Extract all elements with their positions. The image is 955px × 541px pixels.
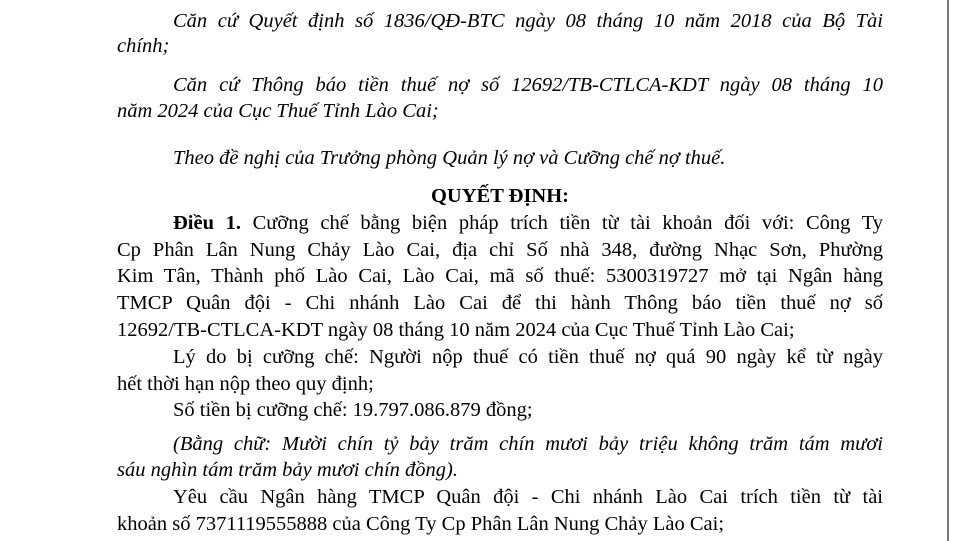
article-1-line-4: TMCP Quân đội - Chi nhánh Lào Cai để thi hành Thông báo tiền thuế nợ số bbox=[117, 292, 883, 314]
article-1-label: Điều 1. bbox=[173, 212, 241, 234]
basis-decision-line-1: Căn cứ Quyết định số 1836/QĐ-BTC ngày 08 tháng 10 năm 2018 của Bộ Tài bbox=[173, 10, 883, 32]
basis-notice-line-1: Căn cứ Thông báo tiền thuế nợ số 12692/TB-CTLCA-KDT ngày 08 tháng 10 bbox=[173, 74, 883, 96]
reason-line-1: Lý do bị cưỡng chế: Người nộp thuế có tiền thuế nợ quá 90 ngày kể từ ngày bbox=[173, 346, 883, 368]
amount-in-words-line-2: sáu nghìn tám trăm bảy mươi chín đồng). bbox=[117, 459, 458, 481]
amount-line: Số tiền bị cưỡng chế: 19.797.086.879 đồng; bbox=[173, 399, 533, 421]
reason-line-2: hết thời hạn nộp theo quy định; bbox=[117, 373, 374, 395]
article-1-line-1 bbox=[173, 211, 883, 235]
article-1-line-2: Cp Phân Lân Nung Chảy Lào Cai, địa chỉ Số nhà 348, đường Nhạc Sơn, Phường bbox=[117, 239, 883, 261]
article-1-line-5: 12692/TB-CTLCA-KDT ngày 08 tháng 10 năm 2024 của Cục Thuế Tỉnh Lào Cai; bbox=[117, 319, 795, 341]
proposal-line: Theo đề nghị của Trưởng phòng Quản lý nợ và Cưỡng chế nợ thuế. bbox=[173, 147, 726, 169]
basis-notice-line-2: năm 2024 của Cục Thuế Tỉnh Lào Cai; bbox=[117, 100, 439, 122]
request-line-2: khoản số 7371119555888 của Công Ty Cp Phân Lân Nung Chảy Lào Cai; bbox=[117, 513, 725, 535]
amount-in-words-line-1: (Bằng chữ: Mười chín tỷ bảy trăm chín mươi bảy triệu không trăm tám mươi bbox=[173, 433, 883, 455]
decision-heading: QUYẾT ĐỊNH: bbox=[430, 185, 569, 207]
request-line-1: Yêu cầu Ngân hàng TMCP Quân đội - Chi nhánh Lào Cai trích tiền từ tài bbox=[173, 486, 883, 508]
article-1-line-1-text: Cưỡng chế bằng biện pháp trích tiền từ tài khoản đối với: Công Ty bbox=[252, 212, 884, 234]
article-1-line-3: Kim Tân, Thành phố Lào Cai, Lào Cai, mã số thuế: 5300319727 mở tại Ngân hàng bbox=[117, 265, 883, 287]
basis-decision-line-2: chính; bbox=[117, 35, 170, 57]
page-edge-divider bbox=[947, 0, 949, 541]
